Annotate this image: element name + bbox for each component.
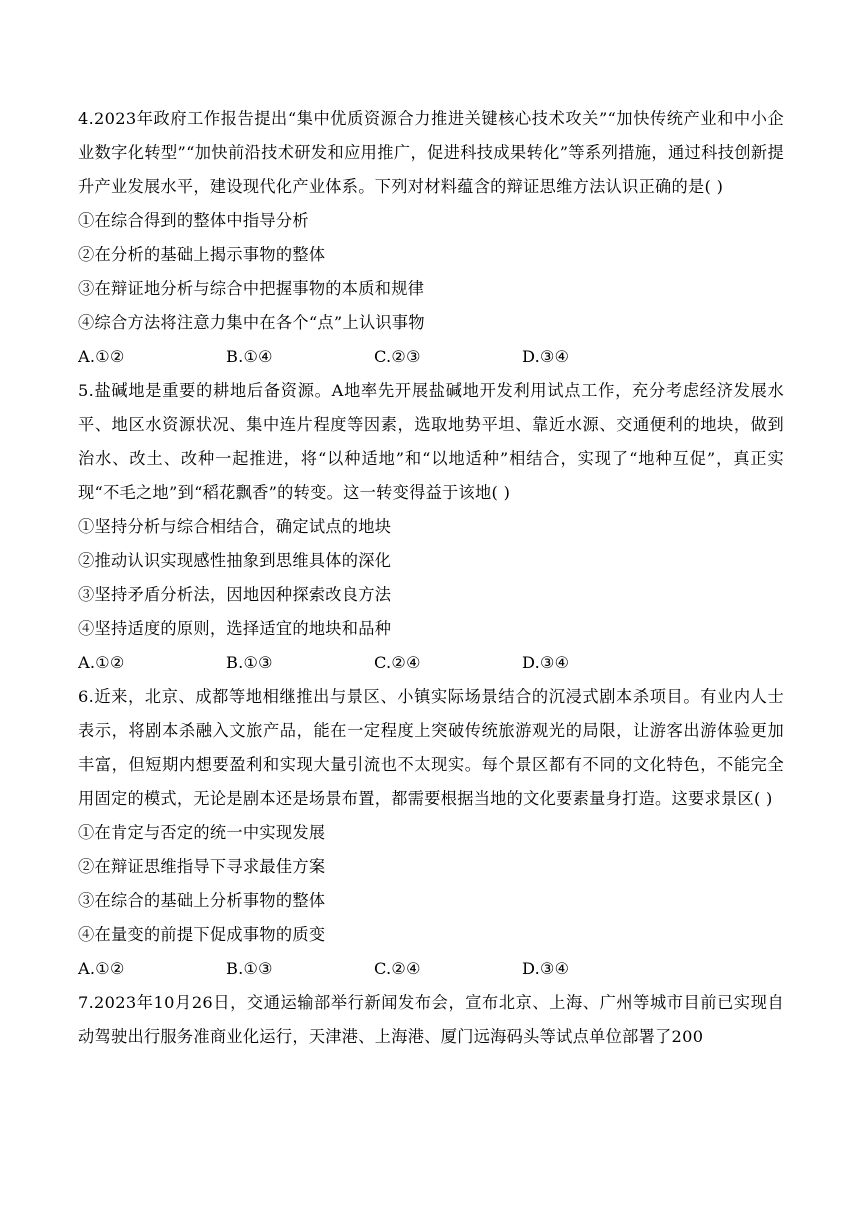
statement-3: ③坚持矛盾分析法，因地因种探索改良方法 bbox=[78, 585, 392, 604]
statement-3: ③在辩证地分析与综合中把握事物的本质和规律 bbox=[78, 279, 425, 298]
statement-3: ③在综合的基础上分析事物的整体 bbox=[78, 891, 326, 910]
question-6 bbox=[78, 680, 784, 986]
choice-c: C.②④ bbox=[374, 959, 421, 978]
choice-b: B.①③ bbox=[226, 653, 273, 672]
statement-1: ①坚持分析与综合相结合，确定试点的地块 bbox=[78, 517, 392, 536]
choice-b: B.①③ bbox=[226, 959, 273, 978]
statement-2: ②在辩证思维指导下寻求最佳方案 bbox=[78, 857, 326, 876]
choice-d: D.③④ bbox=[522, 959, 570, 978]
statement-2: ②在分析的基础上揭示事物的整体 bbox=[78, 245, 326, 264]
statement-2: ②推动认识实现感性抽象到思维具体的深化 bbox=[78, 551, 392, 570]
question-4 bbox=[78, 102, 784, 374]
choice-b: B.①④ bbox=[226, 347, 273, 366]
choice-a: A.①② bbox=[78, 653, 125, 672]
choice-a: A.①② bbox=[78, 347, 125, 366]
statement-1: ①在综合得到的整体中指导分析 bbox=[78, 211, 309, 230]
choice-c: C.②④ bbox=[374, 653, 421, 672]
question-stem: 4.2023年政府工作报告提出“集中优质资源合力推进关键核心技术攻关”“加快传统产业和中小企业数字化转型”“加快前沿技术研发和应用推广，促进科技成果转化”等系列措施，通过科技创新提升产业发展水平，建设现代化产业体系。下列对材料蕴含的辩证思维方法认识正确的是( ) bbox=[78, 109, 784, 196]
question-list bbox=[78, 102, 784, 1054]
question-stem: 7.2023年10月26日，交通运输部举行新闻发布会，宣布北京、上海、广州等城市目前已实现自动驾驶出行服务准商业化运行，天津港、上海港、厦门远海码头等试点单位部署了200 bbox=[78, 993, 784, 1046]
statement-4: ④坚持适度的原则，选择适宜的地块和品种 bbox=[78, 619, 392, 638]
answer-choices bbox=[78, 952, 784, 986]
answer-choices bbox=[78, 340, 784, 374]
question-7 bbox=[78, 986, 784, 1054]
choice-c: C.②③ bbox=[374, 347, 421, 366]
answer-choices bbox=[78, 646, 784, 680]
statement-4: ④综合方法将注意力集中在各个“点”上认识事物 bbox=[78, 313, 425, 332]
question-stem: 6.近来，北京、成都等地相继推出与景区、小镇实际场景结合的沉浸式剧本杀项目。有业内人士表示，将剧本杀融入文旅产品，能在一定程度上突破传统旅游观光的局限，让游客出游体验更加丰富，但短期内想要盈利和实现大量引流也不太现实。每个景区都有不同的文化特色，不能完全用固定的模式，无论是剧本还是场景布置，都需要根据当地的文化要素量身打造。这要求景区( ) bbox=[78, 687, 784, 808]
choice-d: D.③④ bbox=[522, 653, 570, 672]
question-stem: 5.盐碱地是重要的耕地后备资源。A地率先开展盐碱地开发利用试点工作，充分考虑经济发展水平、地区水资源状况、集中连片程度等因素，选取地势平坦、靠近水源、交通便利的地块，做到治水、改土、改种一起推进，将“以种适地”和“以地适种”相结合，实现了“地种互促”，真正实现“不毛之地”到“稻花飘香”的转变。这一转变得益于该地( ) bbox=[78, 381, 784, 502]
question-5 bbox=[78, 374, 784, 680]
choice-d: D.③④ bbox=[522, 347, 570, 366]
statement-1: ①在肯定与否定的统一中实现发展 bbox=[78, 823, 326, 842]
choice-a: A.①② bbox=[78, 959, 125, 978]
statement-4: ④在量变的前提下促成事物的质变 bbox=[78, 925, 326, 944]
